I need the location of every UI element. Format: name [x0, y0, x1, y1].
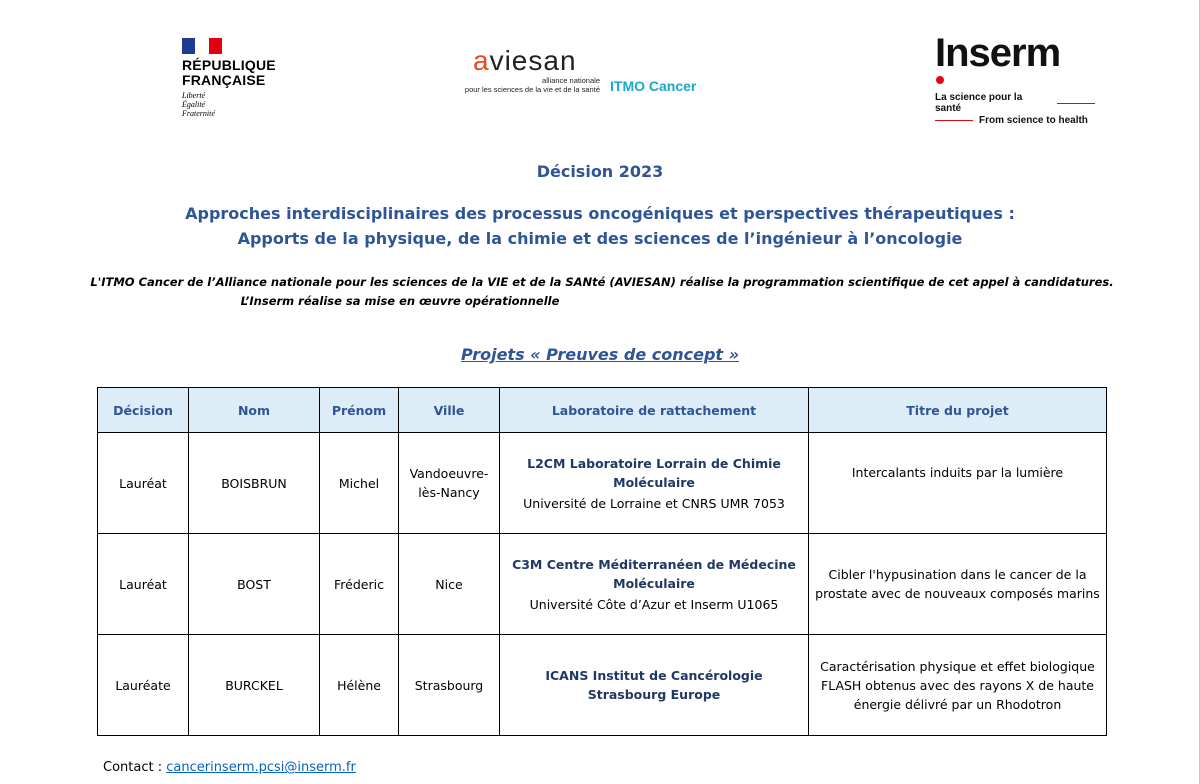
- header-ville: Ville: [399, 388, 500, 433]
- cell-prenom: Fréderic: [320, 534, 399, 635]
- itmo-cancer-label: ITMO Cancer: [610, 78, 697, 94]
- header-nom: Nom: [189, 388, 320, 433]
- project-title: Caractérisation physique et effet biologique FLASH obtenus avec des rayons X de haute énergie délivré par un Rhodotron: [820, 658, 1095, 712]
- cell-titre: [809, 635, 1107, 736]
- cell-ville: Nice: [399, 534, 500, 635]
- project-title: Cibler l'hypusination dans le cancer de la prostate avec de nouveaux composés marins: [815, 567, 1100, 601]
- table-row: [98, 433, 1107, 534]
- inserm-logo: [935, 32, 1095, 126]
- lab-affiliation: Université Côte d’Azur et Inserm U1065: [529, 596, 779, 612]
- inserm-wordmark: Inserm: [935, 31, 1061, 75]
- intro-line1: L'ITMO Cancer de l’Alliance nationale pour les sciences de la VIE et de la SANté (AVIESAN) réalise la programmation scientifique de cet appel à candidatures.: [90, 275, 1114, 289]
- lab-name: C3M Centre Méditerranéen de Médecine Moléculaire: [512, 556, 796, 591]
- cell-titre: [809, 433, 1107, 534]
- project-title: Intercalants induits par la lumière: [851, 465, 1064, 480]
- cell-prenom: Hélène: [320, 635, 399, 736]
- header-prenom: Prénom: [320, 388, 399, 433]
- cell-laboratoire: [500, 635, 809, 736]
- rf-motto: Liberté Égalité Fraternité: [182, 91, 215, 118]
- aviesan-logo: [455, 46, 715, 94]
- aviesan-subtitle: alliance nationale pour les sciences de la vie et de la santé: [464, 76, 600, 94]
- call-title-line2: Apports de la physique, de la chimie et des sciences de l’ingénieur à l’oncologie: [237, 229, 963, 248]
- cell-nom: BOST: [189, 534, 320, 635]
- cell-ville: Vandoeuvre-lès-Nancy: [399, 433, 500, 534]
- lab-affiliation: Université de Lorraine et CNRS UMR 7053: [523, 495, 785, 511]
- cell-decision: Lauréat: [98, 433, 189, 534]
- rf-title: RÉPUBLIQUE FRANÇAISE: [182, 57, 276, 88]
- projects-title: Projets « Preuves de concept »: [460, 345, 740, 364]
- cell-titre: [809, 534, 1107, 635]
- cell-laboratoire: [500, 433, 809, 534]
- cell-laboratoire: [500, 534, 809, 635]
- header-titre: Titre du projet: [809, 388, 1107, 433]
- table-row: [98, 635, 1107, 736]
- cell-ville: Strasbourg: [399, 635, 500, 736]
- call-title-line1: Approches interdisciplinaires des processus oncogéniques et perspectives thérapeutiques :: [185, 204, 1015, 223]
- aviesan-wordmark: aviesan: [473, 45, 577, 76]
- header-decision: Décision: [98, 388, 189, 433]
- inserm-tagline-en: From science to health: [935, 115, 1095, 126]
- french-flag-icon: [182, 38, 222, 54]
- header-laboratoire: Laboratoire de rattachement: [500, 388, 809, 433]
- republique-francaise-logo: [182, 38, 292, 118]
- results-table: [97, 387, 1107, 736]
- cell-prenom: Michel: [320, 433, 399, 534]
- contact-line: [103, 760, 356, 775]
- intro-line2: L’Inserm réalise sa mise en œuvre opérationnelle: [240, 294, 560, 308]
- cell-nom: BURCKEL: [189, 635, 320, 736]
- contact-label: Contact :: [103, 760, 167, 775]
- table-row: [98, 534, 1107, 635]
- lab-name: ICANS Institut de Cancérologie Strasbourg Europe: [545, 668, 763, 702]
- decision-heading: Décision 2023: [536, 162, 664, 181]
- table-header-row: [98, 388, 1107, 433]
- contact-email-link[interactable]: cancerinserm.pcsi@inserm.fr: [166, 760, 356, 775]
- cell-decision: Lauréate: [98, 635, 189, 736]
- inserm-dot-icon: [936, 76, 944, 84]
- cell-nom: BOISBRUN: [189, 433, 320, 534]
- cell-decision: Lauréat: [98, 534, 189, 635]
- lab-name: L2CM Laboratoire Lorrain de Chimie Moléculaire: [527, 455, 781, 490]
- inserm-tagline-fr: La science pour la santé: [935, 92, 1095, 114]
